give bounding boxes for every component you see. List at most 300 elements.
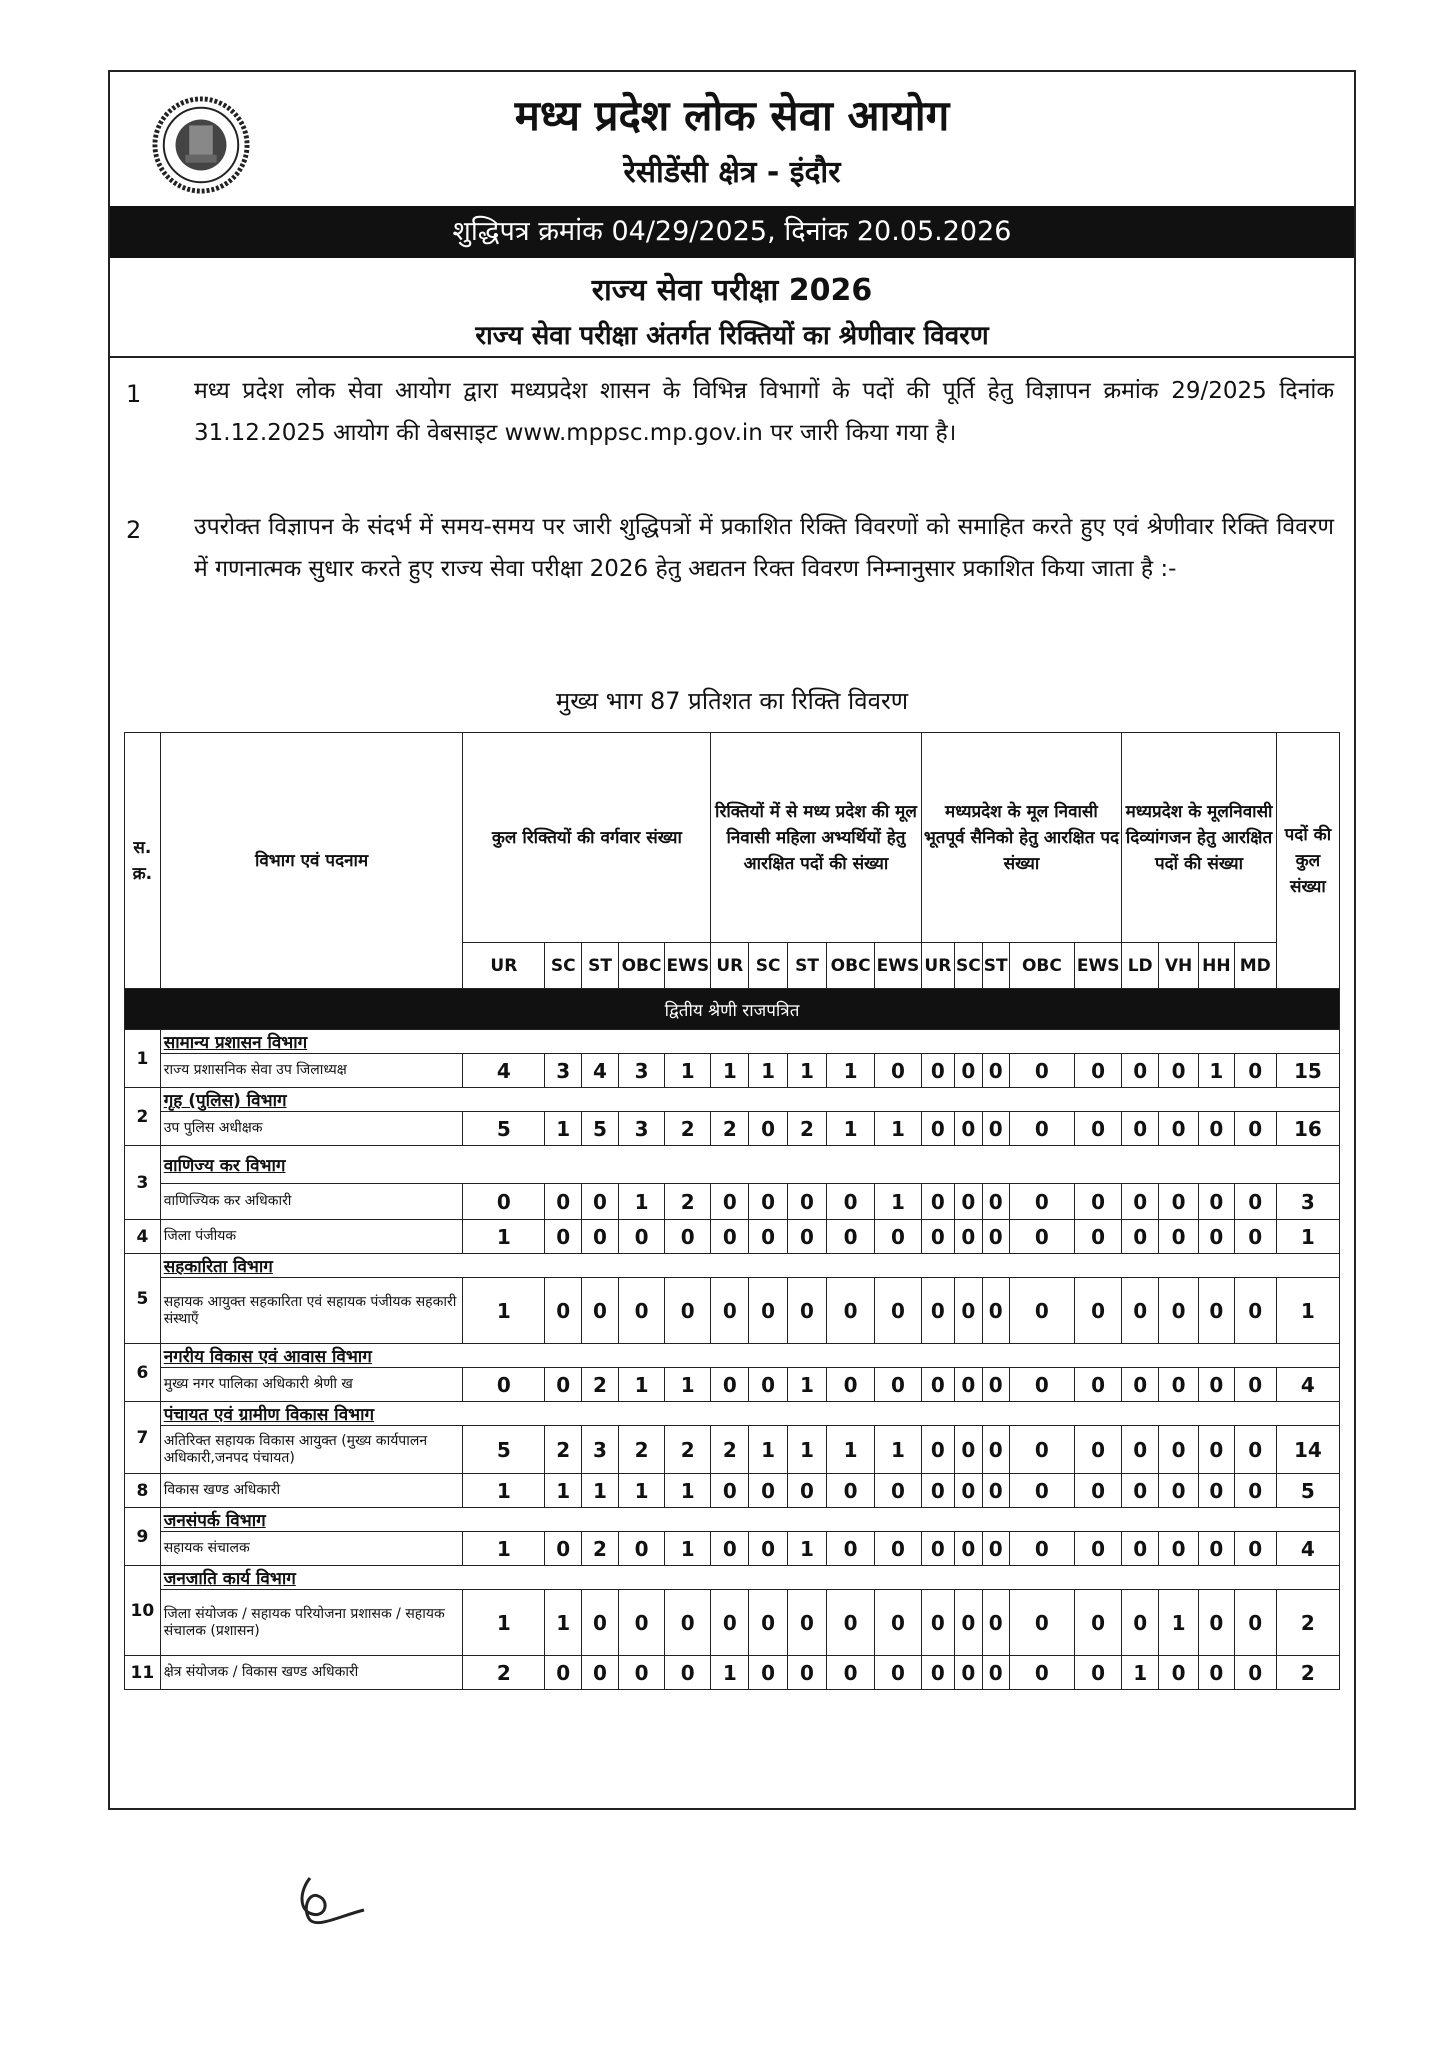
category-header: UR — [711, 943, 749, 989]
document-subtitle: राज्य सेवा परीक्षा अंतर्गत रिक्तियों का श्रेणीवार विवरण — [475, 321, 989, 351]
total-header: पदों की कुल संख्या — [1276, 733, 1339, 989]
vacancy-cell: 1 — [1122, 1656, 1159, 1690]
category-header: VH — [1159, 943, 1199, 989]
vacancy-cell: 1 — [463, 1474, 545, 1508]
table-row — [125, 1590, 1340, 1656]
vacancy-cell: 1 — [788, 1426, 827, 1474]
vacancy-cell: 0 — [921, 1184, 955, 1220]
vacancy-cell: 0 — [875, 1368, 921, 1402]
vacancy-cell: 0 — [1122, 1112, 1159, 1146]
category-header: EWS — [665, 943, 711, 989]
vacancy-cell: 1 — [826, 1426, 874, 1474]
vacancy-cell: 0 — [1009, 1368, 1074, 1402]
vacancy-cell: 0 — [463, 1368, 545, 1402]
document-header — [110, 72, 1354, 206]
vacancy-cell: 1 — [749, 1426, 788, 1474]
vacancy-cell: 0 — [749, 1368, 788, 1402]
vacancy-cell: 0 — [749, 1474, 788, 1508]
vacancy-cell: 1 — [749, 1054, 788, 1088]
post-name: सहायक आयुक्त सहकारिता एवं सहायक पंजीयक सहकारी संस्थाएँ — [160, 1278, 463, 1344]
department-row — [125, 1088, 1340, 1112]
vacancy-cell: 0 — [788, 1184, 827, 1220]
vacancy-cell: 0 — [618, 1656, 664, 1690]
serial-number: 11 — [125, 1656, 161, 1690]
serial-number: 9 — [125, 1508, 161, 1566]
vacancy-cell: 3 — [618, 1054, 664, 1088]
vacancy-cell: 1 — [788, 1368, 827, 1402]
vacancy-cell: 0 — [1009, 1426, 1074, 1474]
group-divyangjan: मध्यप्रदेश के मूलनिवासी दिव्यांगजन हेतु आरक्षित पदों की संख्या — [1122, 733, 1276, 943]
vacancy-cell: 0 — [1074, 1112, 1121, 1146]
vacancy-cell: 1 — [875, 1426, 921, 1474]
vacancy-cell: 0 — [711, 1474, 749, 1508]
vacancy-cell: 0 — [982, 1278, 1009, 1344]
category-header: HH — [1199, 943, 1235, 989]
vacancy-cell: 0 — [545, 1656, 582, 1690]
vacancy-cell: 0 — [1074, 1278, 1121, 1344]
vacancy-cell: 0 — [1122, 1532, 1159, 1566]
corrigendum-band: शुद्धिपत्र क्रमांक 04/29/2025, दिनांक 20.05.2026 — [110, 206, 1354, 258]
vacancy-cell: 0 — [921, 1426, 955, 1474]
vacancy-cell: 0 — [1234, 1368, 1276, 1402]
department-name: सहकारिता विभाग — [160, 1254, 1339, 1278]
vacancy-cell: 0 — [921, 1278, 955, 1344]
vacancy-cell: 0 — [826, 1368, 874, 1402]
vacancy-cell: 0 — [1159, 1278, 1199, 1344]
department-row — [125, 1508, 1340, 1532]
vacancy-cell: 5 — [582, 1112, 619, 1146]
category-header: UR — [921, 943, 955, 989]
vacancy-cell: 0 — [1199, 1220, 1235, 1254]
serial-number: 3 — [125, 1146, 161, 1220]
vacancy-cell: 1 — [788, 1054, 827, 1088]
vacancy-cell: 0 — [1074, 1656, 1121, 1690]
department-name: पंचायत एवं ग्रामीण विकास विभाग — [160, 1402, 1339, 1426]
paragraph-text: मध्य प्रदेश लोक सेवा आयोग द्वारा मध्यप्रदेश शासन के विभिन्न विभागों के पदों की पूर्ति हेतु विज्ञापन क्रमांक 29/2025 दिनांक 31.12.2025 आयोग की वेबसाइट www.mppsc.mp.gov.in पर जारी किया गया है। — [194, 378, 1334, 446]
vacancy-cell: 0 — [749, 1278, 788, 1344]
serial-number: 8 — [125, 1474, 161, 1508]
vacancy-cell: 4 — [463, 1054, 545, 1088]
department-row — [125, 1344, 1340, 1368]
vacancy-cell: 0 — [788, 1474, 827, 1508]
vacancy-cell: 0 — [1074, 1426, 1121, 1474]
post-name: राज्य प्रशासनिक सेवा उप जिलाध्यक्ष — [160, 1054, 463, 1088]
vacancy-cell: 0 — [1009, 1474, 1074, 1508]
vacancy-cell: 0 — [711, 1532, 749, 1566]
vacancy-cell: 0 — [618, 1590, 664, 1656]
vacancy-cell: 0 — [982, 1474, 1009, 1508]
vacancy-cell: 0 — [1199, 1590, 1235, 1656]
divider — [110, 356, 1354, 358]
vacancy-cell: 0 — [582, 1656, 619, 1690]
vacancy-cell: 0 — [1074, 1532, 1121, 1566]
vacancy-cell: 0 — [1159, 1656, 1199, 1690]
category-header: ST — [982, 943, 1009, 989]
vacancy-cell: 0 — [1122, 1426, 1159, 1474]
table-row — [125, 1532, 1340, 1566]
vacancy-cell: 0 — [1159, 1112, 1199, 1146]
category-header: MD — [1234, 943, 1276, 989]
vacancy-cell: 0 — [1199, 1656, 1235, 1690]
vacancy-cell: 1 — [463, 1220, 545, 1254]
vacancy-cell: 0 — [1122, 1278, 1159, 1344]
vacancy-cell: 0 — [1122, 1054, 1159, 1088]
vacancy-cell: 0 — [955, 1220, 982, 1254]
vacancy-cell: 0 — [665, 1278, 711, 1344]
vacancy-cell: 1 — [1199, 1054, 1235, 1088]
vacancy-cell: 0 — [545, 1278, 582, 1344]
vacancy-cell: 0 — [921, 1220, 955, 1254]
vacancy-cell: 0 — [875, 1054, 921, 1088]
vacancy-cell: 1 — [545, 1474, 582, 1508]
paragraph-number: 1 — [126, 380, 142, 408]
post-name: सहायक संचालक — [160, 1532, 463, 1566]
vacancy-table — [124, 732, 1340, 1690]
category-header: EWS — [875, 943, 921, 989]
vacancy-cell: 4 — [582, 1054, 619, 1088]
vacancy-cell: 3 — [618, 1112, 664, 1146]
vacancy-cell: 1 — [618, 1184, 664, 1220]
category-header: OBC — [618, 943, 664, 989]
vacancy-cell: 1 — [826, 1054, 874, 1088]
vacancy-cell: 0 — [1009, 1220, 1074, 1254]
vacancy-cell: 0 — [582, 1184, 619, 1220]
total-cell: 16 — [1276, 1112, 1339, 1146]
vacancy-cell: 0 — [1074, 1184, 1121, 1220]
signature-icon — [290, 1870, 370, 1930]
vacancy-cell: 0 — [1234, 1220, 1276, 1254]
vacancy-cell: 0 — [1009, 1112, 1074, 1146]
vacancy-cell: 0 — [1074, 1474, 1121, 1508]
serial-number: 4 — [125, 1220, 161, 1254]
vacancy-cell: 0 — [749, 1220, 788, 1254]
department-name: नगरीय विकास एवं आवास विभाग — [160, 1344, 1339, 1368]
vacancy-cell: 0 — [711, 1184, 749, 1220]
total-cell: 4 — [1276, 1368, 1339, 1402]
vacancy-cell: 0 — [1234, 1054, 1276, 1088]
vacancy-cell: 0 — [826, 1278, 874, 1344]
vacancy-cell: 0 — [1199, 1184, 1235, 1220]
vacancy-cell: 0 — [1122, 1184, 1159, 1220]
table-caption: मुख्य भाग 87 प्रतिशत का रिक्ति विवरण — [555, 687, 909, 715]
vacancy-cell: 0 — [955, 1590, 982, 1656]
department-name: सामान्य प्रशासन विभाग — [160, 1030, 1339, 1054]
table-body — [125, 1030, 1340, 1690]
vacancy-cell: 0 — [1009, 1054, 1074, 1088]
category-header: UR — [463, 943, 545, 989]
total-cell: 3 — [1276, 1184, 1339, 1220]
vacancy-cell: 2 — [665, 1426, 711, 1474]
vacancy-cell: 0 — [955, 1656, 982, 1690]
category-header: OBC — [1009, 943, 1074, 989]
vacancy-cell: 0 — [826, 1220, 874, 1254]
vacancy-cell: 0 — [921, 1112, 955, 1146]
document-frame — [108, 70, 1356, 1810]
vacancy-cell: 0 — [1074, 1054, 1121, 1088]
vacancy-cell: 0 — [1009, 1532, 1074, 1566]
vacancy-cell: 0 — [582, 1220, 619, 1254]
vacancy-cell: 0 — [955, 1184, 982, 1220]
table-row — [125, 1112, 1340, 1146]
vacancy-cell: 0 — [875, 1656, 921, 1690]
department-row — [125, 1146, 1340, 1184]
vacancy-cell: 0 — [955, 1112, 982, 1146]
vacancy-cell: 0 — [1234, 1474, 1276, 1508]
category-header: LD — [1122, 943, 1159, 989]
vacancy-cell: 0 — [1199, 1474, 1235, 1508]
vacancy-cell: 1 — [545, 1112, 582, 1146]
vacancy-cell: 1 — [582, 1474, 619, 1508]
vacancy-cell: 2 — [711, 1426, 749, 1474]
vacancy-cell: 1 — [463, 1590, 545, 1656]
department-row — [125, 1402, 1340, 1426]
category-header: SC — [749, 943, 788, 989]
post-name: मुख्य नगर पालिका अधिकारी श्रेणी ख — [160, 1368, 463, 1402]
vacancy-cell: 2 — [665, 1112, 711, 1146]
vacancy-cell: 0 — [545, 1184, 582, 1220]
department-name: जनजाति कार्य विभाग — [160, 1566, 1339, 1590]
vacancy-cell: 0 — [1199, 1112, 1235, 1146]
vacancy-cell: 0 — [1159, 1184, 1199, 1220]
vacancy-cell: 1 — [463, 1278, 545, 1344]
category-header: ST — [788, 943, 827, 989]
vacancy-cell: 1 — [618, 1368, 664, 1402]
vacancy-cell: 0 — [545, 1220, 582, 1254]
vacancy-cell: 1 — [665, 1368, 711, 1402]
table-row — [125, 1368, 1340, 1402]
serial-number: 5 — [125, 1254, 161, 1344]
vacancy-cell: 0 — [921, 1590, 955, 1656]
group-women-reserved: रिक्तियों में से मध्य प्रदेश की मूल निवासी महिला अभ्यर्थियों हेतु आरक्षित पदों की संख्या — [711, 733, 921, 943]
vacancy-cell: 1 — [618, 1474, 664, 1508]
vacancy-cell: 0 — [1122, 1590, 1159, 1656]
vacancy-cell: 2 — [582, 1532, 619, 1566]
vacancy-cell: 1 — [545, 1590, 582, 1656]
vacancy-cell: 0 — [665, 1656, 711, 1690]
post-name: वाणिज्यिक कर अधिकारी — [160, 1184, 463, 1220]
vacancy-cell: 0 — [582, 1590, 619, 1656]
post-name: अतिरिक्त सहायक विकास आयुक्त (मुख्य कार्यपालन अधिकारी,जनपद पंचायत) — [160, 1426, 463, 1474]
vacancy-cell: 0 — [711, 1590, 749, 1656]
vacancy-cell: 0 — [875, 1278, 921, 1344]
vacancy-cell: 0 — [982, 1184, 1009, 1220]
paragraph-number: 2 — [126, 516, 142, 544]
vacancy-cell: 0 — [618, 1278, 664, 1344]
vacancy-cell: 0 — [1159, 1532, 1199, 1566]
vacancy-cell: 0 — [1009, 1278, 1074, 1344]
vacancy-cell: 0 — [1009, 1590, 1074, 1656]
department-name: गृह (पुलिस) विभाग — [160, 1088, 1339, 1112]
vacancy-cell: 1 — [875, 1184, 921, 1220]
total-cell: 5 — [1276, 1474, 1339, 1508]
vacancy-cell: 0 — [955, 1426, 982, 1474]
vacancy-cell: 0 — [875, 1532, 921, 1566]
post-name: विकास खण्ड अधिकारी — [160, 1474, 463, 1508]
vacancy-cell: 0 — [826, 1590, 874, 1656]
vacancy-cell: 5 — [463, 1112, 545, 1146]
vacancy-cell: 0 — [1122, 1220, 1159, 1254]
vacancy-cell: 0 — [982, 1220, 1009, 1254]
total-cell: 4 — [1276, 1532, 1339, 1566]
vacancy-cell: 0 — [749, 1590, 788, 1656]
department-row — [125, 1566, 1340, 1590]
vacancy-cell: 3 — [545, 1054, 582, 1088]
vacancy-cell: 0 — [1159, 1054, 1199, 1088]
vacancy-cell: 0 — [749, 1532, 788, 1566]
vacancy-cell: 2 — [788, 1112, 827, 1146]
category-header: SC — [545, 943, 582, 989]
vacancy-cell: 0 — [921, 1368, 955, 1402]
org-address: रेसीडेंसी क्षेत्र - इंदौर — [623, 155, 841, 190]
vacancy-cell: 2 — [545, 1426, 582, 1474]
vacancy-cell: 0 — [1159, 1426, 1199, 1474]
table-row — [125, 1220, 1340, 1254]
post-name: उप पुलिस अधीक्षक — [160, 1112, 463, 1146]
vacancy-cell: 0 — [921, 1054, 955, 1088]
vacancy-cell: 2 — [463, 1656, 545, 1690]
vacancy-cell: 0 — [1074, 1590, 1121, 1656]
vacancy-cell: 0 — [982, 1112, 1009, 1146]
vacancy-cell: 1 — [665, 1474, 711, 1508]
vacancy-cell: 0 — [921, 1532, 955, 1566]
category-header: OBC — [826, 943, 874, 989]
vacancy-cell: 2 — [618, 1426, 664, 1474]
exam-title: राज्य सेवा परीक्षा 2026 — [591, 273, 873, 308]
vacancy-cell: 0 — [826, 1532, 874, 1566]
vacancy-cell: 0 — [618, 1220, 664, 1254]
vacancy-cell: 0 — [1159, 1220, 1199, 1254]
vacancy-cell: 0 — [1159, 1368, 1199, 1402]
vacancy-cell: 0 — [1009, 1184, 1074, 1220]
vacancy-cell: 0 — [826, 1184, 874, 1220]
vacancy-cell: 0 — [1199, 1426, 1235, 1474]
vacancy-cell: 1 — [463, 1532, 545, 1566]
vacancy-cell: 0 — [1122, 1474, 1159, 1508]
vacancy-cell: 0 — [955, 1368, 982, 1402]
vacancy-cell: 2 — [711, 1112, 749, 1146]
vacancy-cell: 1 — [826, 1112, 874, 1146]
post-name: क्षेत्र संयोजक / विकास खण्ड अधिकारी — [160, 1656, 463, 1690]
table-row — [125, 1656, 1340, 1690]
vacancy-cell: 0 — [875, 1474, 921, 1508]
table-row — [125, 1426, 1340, 1474]
section-row — [125, 989, 1340, 1030]
serial-number: 10 — [125, 1566, 161, 1656]
vacancy-cell: 1 — [875, 1112, 921, 1146]
vacancy-cell: 0 — [749, 1112, 788, 1146]
department-row — [125, 1254, 1340, 1278]
vacancy-cell: 0 — [921, 1656, 955, 1690]
vacancy-cell: 0 — [711, 1220, 749, 1254]
vacancy-cell: 0 — [1234, 1184, 1276, 1220]
vacancy-cell: 0 — [749, 1656, 788, 1690]
vacancy-cell: 0 — [788, 1656, 827, 1690]
vacancy-cell: 2 — [665, 1184, 711, 1220]
vacancy-cell: 3 — [582, 1426, 619, 1474]
vacancy-cell: 0 — [955, 1054, 982, 1088]
vacancy-cell: 0 — [1234, 1656, 1276, 1690]
vacancy-cell: 0 — [1234, 1426, 1276, 1474]
department-row — [125, 1030, 1340, 1054]
vacancy-cell: 0 — [1159, 1474, 1199, 1508]
vacancy-cell: 1 — [788, 1532, 827, 1566]
vacancy-cell: 0 — [1009, 1656, 1074, 1690]
dept-header: विभाग एवं पदनाम — [160, 733, 463, 989]
vacancy-cell: 0 — [955, 1278, 982, 1344]
total-cell: 1 — [1276, 1220, 1339, 1254]
table-row — [125, 1054, 1340, 1088]
vacancy-cell: 0 — [582, 1278, 619, 1344]
vacancy-cell: 0 — [982, 1368, 1009, 1402]
vacancy-cell: 0 — [1234, 1590, 1276, 1656]
vacancy-cell: 0 — [921, 1474, 955, 1508]
vacancy-cell: 1 — [711, 1054, 749, 1088]
vacancy-cell: 0 — [665, 1590, 711, 1656]
category-header: EWS — [1074, 943, 1121, 989]
paragraph-text: उपरोक्त विज्ञापन के संदर्भ में समय-समय पर जारी शुद्धिपत्रों में प्रकाशित रिक्ति विवरणों को समाहित करते हुए एवं श्रेणीवार रिक्ति विवरण में गणनात्मक सुधार करते हुए राज्य सेवा परीक्षा 2026 हेतु अद्यतन रिक्त विवरण निम्नानुसार प्रकाशित किया जाता है :- — [194, 514, 1334, 582]
vacancy-cell: 1 — [665, 1054, 711, 1088]
vacancy-cell: 1 — [665, 1532, 711, 1566]
serial-number: 7 — [125, 1402, 161, 1474]
table-header-row — [125, 733, 1340, 943]
vacancy-cell: 1 — [1159, 1590, 1199, 1656]
vacancy-cell: 0 — [826, 1656, 874, 1690]
table-row — [125, 1184, 1340, 1220]
vacancy-cell: 0 — [875, 1590, 921, 1656]
vacancy-cell: 0 — [618, 1532, 664, 1566]
vacancy-cell: 2 — [582, 1368, 619, 1402]
vacancy-cell: 0 — [875, 1220, 921, 1254]
vacancy-cell: 0 — [1074, 1368, 1121, 1402]
vacancy-cell: 0 — [749, 1184, 788, 1220]
vacancy-cell: 0 — [826, 1474, 874, 1508]
vacancy-cell: 0 — [788, 1220, 827, 1254]
table-row — [125, 1474, 1340, 1508]
vacancy-cell: 0 — [711, 1368, 749, 1402]
vacancy-cell: 0 — [1199, 1278, 1235, 1344]
post-name: जिला संयोजक / सहायक परियोजना प्रशासक / सहायक संचालक (प्रशासन) — [160, 1590, 463, 1656]
department-name: वाणिज्य कर विभाग — [160, 1146, 1339, 1184]
vacancy-cell: 0 — [1074, 1220, 1121, 1254]
vacancy-cell: 0 — [1122, 1368, 1159, 1402]
serial-number: 2 — [125, 1088, 161, 1146]
vacancy-cell: 0 — [788, 1278, 827, 1344]
vacancy-cell: 0 — [545, 1532, 582, 1566]
table-row — [125, 1278, 1340, 1344]
category-header: ST — [582, 943, 619, 989]
total-cell: 2 — [1276, 1656, 1339, 1690]
serial-number: 1 — [125, 1030, 161, 1088]
department-name: जनसंपर्क विभाग — [160, 1508, 1339, 1532]
vacancy-cell: 5 — [463, 1426, 545, 1474]
group-ex-servicemen: मध्यप्रदेश के मूल निवासी भूतपूर्व सैनिको हेतु आरक्षित पद संख्या — [921, 733, 1122, 943]
vacancy-cell: 0 — [982, 1426, 1009, 1474]
vacancy-cell: 0 — [711, 1278, 749, 1344]
vacancy-cell: 0 — [545, 1368, 582, 1402]
vacancy-cell: 0 — [1199, 1368, 1235, 1402]
vacancy-cell: 0 — [982, 1590, 1009, 1656]
vacancy-cell: 0 — [955, 1474, 982, 1508]
section-label: द्वितीय श्रेणी राजपत्रित — [125, 989, 1340, 1030]
serial-number: 6 — [125, 1344, 161, 1402]
sno-header: स. क्र. — [125, 733, 161, 989]
vacancy-cell: 0 — [1234, 1112, 1276, 1146]
vacancy-cell: 1 — [711, 1656, 749, 1690]
vacancy-cell: 0 — [955, 1532, 982, 1566]
vacancy-cell: 0 — [665, 1220, 711, 1254]
vacancy-cell: 0 — [1234, 1532, 1276, 1566]
vacancy-cell: 0 — [1234, 1278, 1276, 1344]
